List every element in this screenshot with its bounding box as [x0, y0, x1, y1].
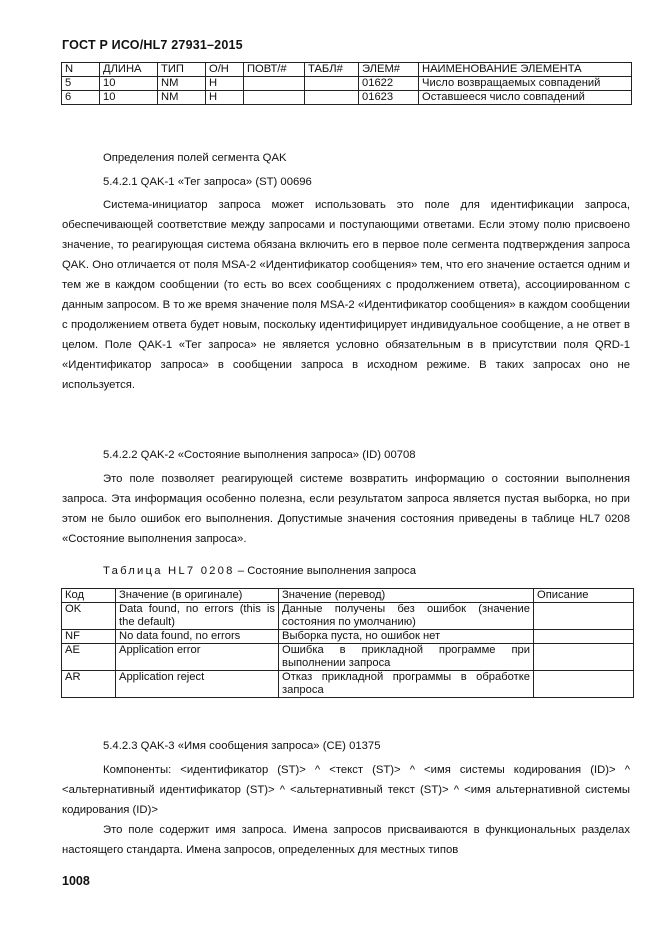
- paragraph-text: Это поле содержит имя запроса. Имена запросов присваиваются в функциональных разделах настоящего стандарта. Имена запросов, определенных для местных типов: [62, 824, 630, 856]
- table-cell: [534, 671, 634, 698]
- table-cell: OK: [62, 603, 116, 630]
- paragraph-qak1: [62, 195, 630, 395]
- col-header: Значение (перевод): [279, 589, 534, 603]
- col-header: Значение (в оригинале): [116, 589, 279, 603]
- col-header: ДЛИНА: [100, 63, 158, 77]
- table-cell: NF: [62, 630, 116, 644]
- col-header: НАИМЕНОВАНИЕ ЭЛЕМЕНТА: [419, 63, 632, 77]
- table-cell: 01622: [359, 77, 419, 91]
- element-table: [61, 62, 632, 105]
- table-row: [62, 77, 632, 91]
- paragraph-qak3: [62, 760, 630, 860]
- table-cell: Н: [206, 91, 244, 105]
- caption-dash: –: [237, 565, 245, 577]
- status-table: [61, 588, 634, 698]
- table-cell: NM: [158, 77, 206, 91]
- table-cell: [534, 603, 634, 630]
- table-header-row: [62, 63, 632, 77]
- page-number: 1008: [62, 874, 90, 888]
- table-header-row: [62, 589, 634, 603]
- paragraph-text: Система-инициатор запроса может использовать это поле для идентификации запроса, обеспечивающей соответствие между запросами и поступающими ответами. Если этому полю присвоено значение, то реагирующая система обязана включить его в первое поле сегмента подтверждения запроса QAK. Оно отличается от поля MSA-2 «Идентификатор сообщения» тем, что его значение остается одним и тем же в каждом сообщении (то есть во всех сообщениях с продолжением ответа), ассоциированном с данным запросом. В то же время значение поля MSA-2 «Идентификатор сообщения» в каждом сообщении с продолжением ответа будет новым, поскольку идентифицирует индивидуальное сообщение, а не ответ в целом. Поле QAK-1 «Тег запроса» не является условно обязательным в в присутствии поля QRD-1 «Идентификатор запроса» в сообщении запроса в исходном режиме. В таких запросах оно не используется.: [62, 199, 630, 391]
- col-header: ТАБЛ#: [305, 63, 359, 77]
- table-cell: NM: [158, 91, 206, 105]
- table-cell: [534, 630, 634, 644]
- subsection-heading-qak3: 5.4.2.3 QAK-3 «Имя сообщения запроса» (CE) 01375: [103, 740, 381, 752]
- col-header: О/Н: [206, 63, 244, 77]
- subsection-heading-qak2: 5.4.2.2 QAK-2 «Состояние выполнения запроса» (ID) 00708: [103, 449, 416, 461]
- table-cell: Data found, no errors (this is the default): [116, 603, 279, 630]
- col-header: Код: [62, 589, 116, 603]
- paragraph-components: Компоненты: <идентификатор (ST)> ^ <текст (ST)> ^ <имя системы кодирования (ID)> ^ <альтернативный идентификатор (ST)> ^ <альтернативный текст (ST)> ^ <имя альтернативной системы кодирования (ID)>: [62, 764, 630, 816]
- table-cell: Число возвращаемых совпадений: [419, 77, 632, 91]
- table-cell: [305, 77, 359, 91]
- table-row: [62, 671, 634, 698]
- paragraph-text: Это поле позволяет реагирующей системе возвратить информацию о состоянии выполнения запроса. Эта информация особенно полезна, если результатом запроса является пустая выборка, но при этом не было ошибок его выполнения. Допустимые значения состояния приведены в таблице HL7 0208 «Состояние выполнения запроса».: [62, 473, 630, 545]
- table-row: [62, 644, 634, 671]
- table-cell: 01623: [359, 91, 419, 105]
- table-cell: [244, 77, 305, 91]
- col-header: Описание: [534, 589, 634, 603]
- table-cell: AE: [62, 644, 116, 671]
- caption-title: Состояние выполнения запроса: [247, 565, 416, 577]
- table-row: [62, 91, 632, 105]
- table-cell: 10: [100, 77, 158, 91]
- table-cell: AR: [62, 671, 116, 698]
- table-cell: Данные получены без ошибок (значение состояния по умолчанию): [279, 603, 534, 630]
- table-row: [62, 630, 634, 644]
- table-cell: [534, 644, 634, 671]
- col-header: ТИП: [158, 63, 206, 77]
- table-cell: 5: [62, 77, 100, 91]
- subsection-heading-qak1: 5.4.2.1 QAK-1 «Тег запроса» (ST) 00696: [103, 176, 312, 188]
- table-cell: 6: [62, 91, 100, 105]
- table-cell: Оставшееся число совпадений: [419, 91, 632, 105]
- table-cell: Application error: [116, 644, 279, 671]
- caption-prefix: Таблица HL7 0208: [103, 565, 235, 577]
- table-cell: Application reject: [116, 671, 279, 698]
- col-header: ПОВТ/#: [244, 63, 305, 77]
- table-caption: [103, 565, 416, 577]
- col-header: ЭЛЕМ#: [359, 63, 419, 77]
- table-cell: [305, 91, 359, 105]
- table-cell: Н: [206, 77, 244, 91]
- table-cell: [244, 91, 305, 105]
- table-cell: 10: [100, 91, 158, 105]
- section-title: Определения полей сегмента QAK: [103, 152, 287, 164]
- paragraph-qak2: [62, 469, 630, 549]
- table-cell: No data found, no errors: [116, 630, 279, 644]
- table-cell: Выборка пуста, но ошибок нет: [279, 630, 534, 644]
- table-cell: Ошибка в прикладной программе при выполнении запроса: [279, 644, 534, 671]
- document-header: ГОСТ Р ИСО/HL7 27931–2015: [62, 38, 243, 52]
- table-cell: Отказ прикладной программы в обработке запроса: [279, 671, 534, 698]
- col-header: N: [62, 63, 100, 77]
- table-row: [62, 603, 634, 630]
